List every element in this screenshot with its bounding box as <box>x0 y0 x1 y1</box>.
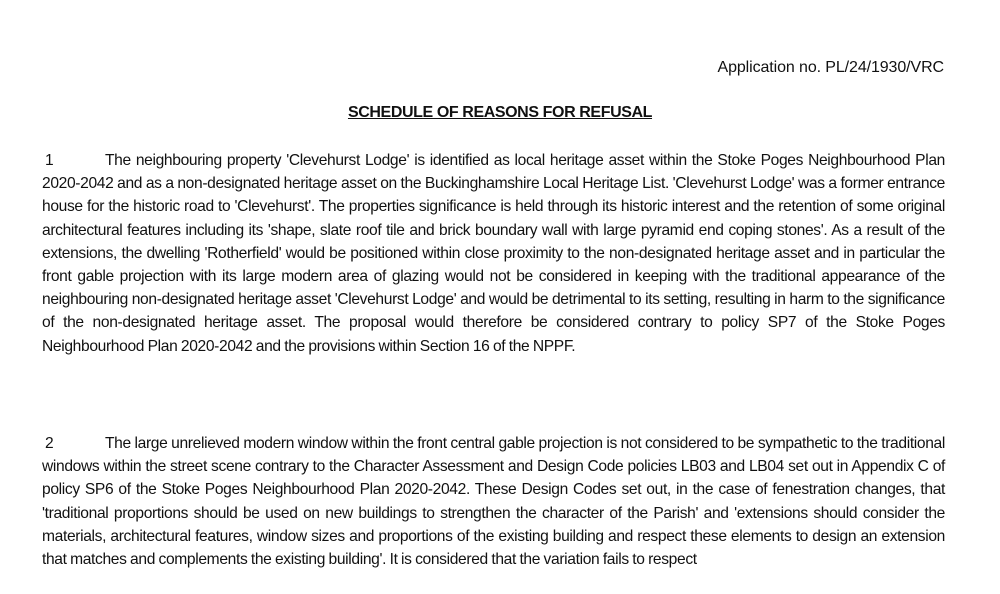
schedule-heading: SCHEDULE OF REASONS FOR REFUSAL <box>347 104 653 121</box>
reason-number-1: 1 <box>45 152 54 169</box>
reason-text-2: The large unrelieved modern window within the front central gable projection is not considered to be sympathetic to the traditional windows within the street scene contrary to the Character Assessment and Design Code policies LB03 and LB04 set out in Appendix C of policy SP6 of the Stoke Poges Neighbourhood Plan 2020-2042. These Design Codes set out, in the case of fenestration changes, that 'traditional proportions should be used on new buildings to strengthen the character of the Parish' and 'extensions should consider the materials, architectural features, window sizes and proportions of the existing building and respect these elements to design an extension that matches and complements the existing building'. It is considered that the variation fails to respect <box>42 435 945 569</box>
application-number: Application no. PL/24/1930/VRC <box>717 59 944 76</box>
reason-text-1: The neighbouring property 'Clevehurst Lodge' is identified as local heritage asset within the Stoke Poges Neighbourhood Plan 2020-2042 and as a non-designated heritage asset on the Buckinghamshire Local Heritage List. 'Clevehurst Lodge' was a former entrance house for the historic road to 'Clevehurst'. The properties significance is held through its historic interest and the retention of some original architectural features including its 'shape, slate roof tile and brick boundary wall with large pyramid end coping stones'. As a result of the extensions, the dwelling 'Rotherfield' would be positioned within close proximity to the non-designated heritage asset and in particular the front gable projection with its large modern area of glazing would not be considered in keeping with the traditional appearance of the neighbouring non-designated heritage asset 'Clevehurst Lodge' and would be detrimental to its setting, resulting in harm to the significance of the non-designated heritage asset. The proposal would therefore be considered contrary to policy SP7 of the Stoke Poges Neighbourhood Plan 2020-2042 and the provisions within Section 16 of the NPPF. <box>42 152 945 355</box>
reason-paragraph-2 <box>42 432 945 571</box>
reason-paragraph-1 <box>42 149 945 358</box>
reason-number-2: 2 <box>45 435 54 452</box>
